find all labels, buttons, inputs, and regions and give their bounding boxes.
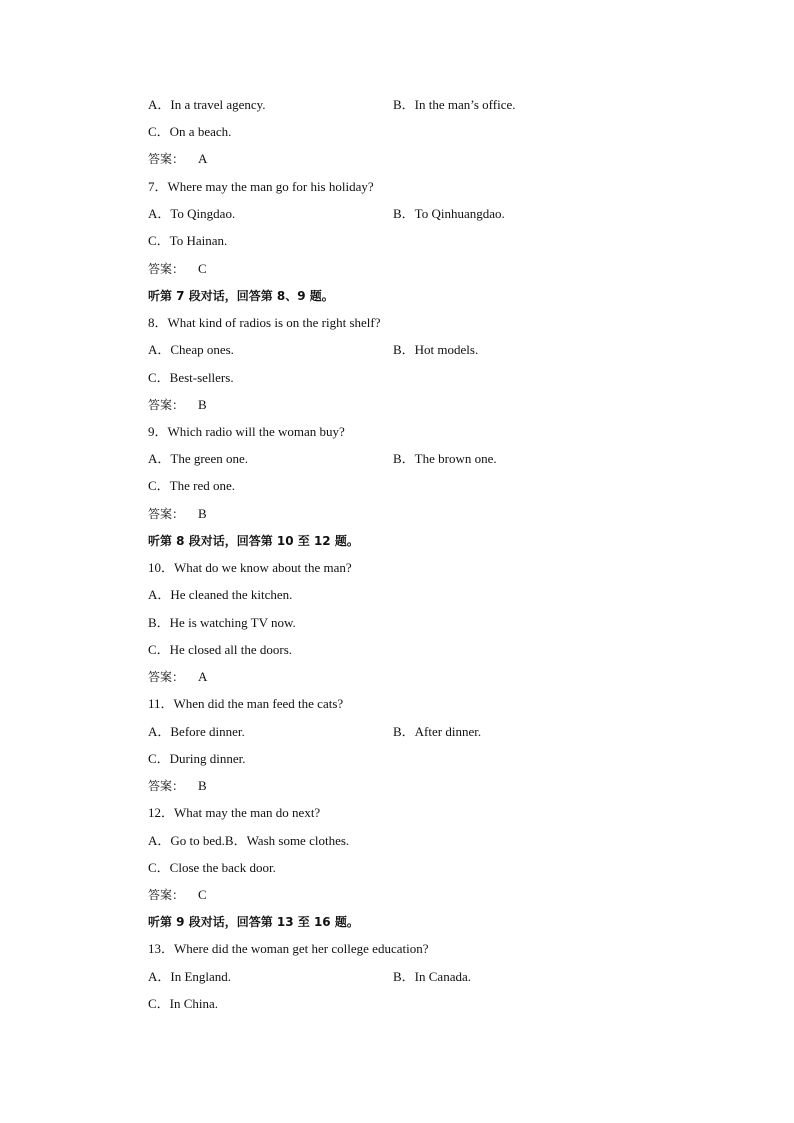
option-c: C．To Hainan. <box>148 233 228 248</box>
question-7: 7．Where may the man go for his holiday? <box>148 179 374 194</box>
question-10: 10．What do we know about the man? <box>148 560 352 575</box>
answer-value: C <box>198 261 207 276</box>
question-13: 13．Where did the woman get her college education? <box>148 941 429 956</box>
answer-value: B <box>198 397 207 412</box>
answer-label: 答案： <box>148 888 185 902</box>
answer-label: 答案： <box>148 152 185 166</box>
option-a: A．In England. <box>148 969 232 984</box>
answer-label: 答案： <box>148 670 185 684</box>
answer-label: 答案： <box>148 262 185 276</box>
option-c: C．During dinner. <box>148 751 246 766</box>
option-b: B．He is watching TV now. <box>148 615 296 630</box>
question-12: 12．What may the man do next? <box>148 805 321 820</box>
option-a: A．He cleaned the kitchen. <box>148 587 293 602</box>
answer-line <box>148 396 207 414</box>
option-c: C．He closed all the doors. <box>148 642 293 657</box>
option-a: A．In a travel agency. <box>148 97 266 112</box>
answer-line <box>148 668 207 686</box>
answer-value: A <box>198 669 208 684</box>
answer-value: B <box>198 506 207 521</box>
option-a: A．The green one. <box>148 451 248 466</box>
option-b: B．In Canada. <box>393 969 471 984</box>
option-c: C．In China. <box>148 996 219 1011</box>
answer-value: C <box>198 887 207 902</box>
section-heading: 听第 7 段对话，回答第 8、9 题。 <box>148 289 334 303</box>
answer-label: 答案： <box>148 398 185 412</box>
answer-line <box>148 886 207 904</box>
option-c: C．Close the back door. <box>148 860 276 875</box>
answer-line <box>148 260 207 278</box>
answer-label: 答案： <box>148 507 185 521</box>
answer-value: A <box>198 151 208 166</box>
option-c: C．Best-sellers. <box>148 370 234 385</box>
option-b: B．In the man’s office. <box>393 97 516 112</box>
answer-label: 答案： <box>148 779 185 793</box>
option-b: B．Hot models. <box>393 342 479 357</box>
option-b: B．After dinner. <box>393 724 482 739</box>
question-8: 8．What kind of radios is on the right shelf? <box>148 315 381 330</box>
option-a: A．Before dinner. <box>148 724 245 739</box>
answer-value: B <box>198 778 207 793</box>
option-c: C．The red one. <box>148 478 236 493</box>
option-b: B．To Qinhuangdao. <box>393 206 505 221</box>
question-9: 9．Which radio will the woman buy? <box>148 424 345 439</box>
option-a: A．Cheap ones. <box>148 342 234 357</box>
answer-line <box>148 505 207 523</box>
option-a: A．To Qingdao. <box>148 206 236 221</box>
option-b: B．The brown one. <box>393 451 497 466</box>
answer-line <box>148 150 207 168</box>
option-a-b: A．Go to bed.B．Wash some clothes. <box>148 833 350 848</box>
section-heading: 听第 8 段对话，回答第 10 至 12 题。 <box>148 534 359 548</box>
section-heading: 听第 9 段对话，回答第 13 至 16 题。 <box>148 915 359 929</box>
option-c: C．On a beach. <box>148 124 232 139</box>
question-11: 11．When did the man feed the cats? <box>148 696 344 711</box>
answer-line <box>148 777 207 795</box>
